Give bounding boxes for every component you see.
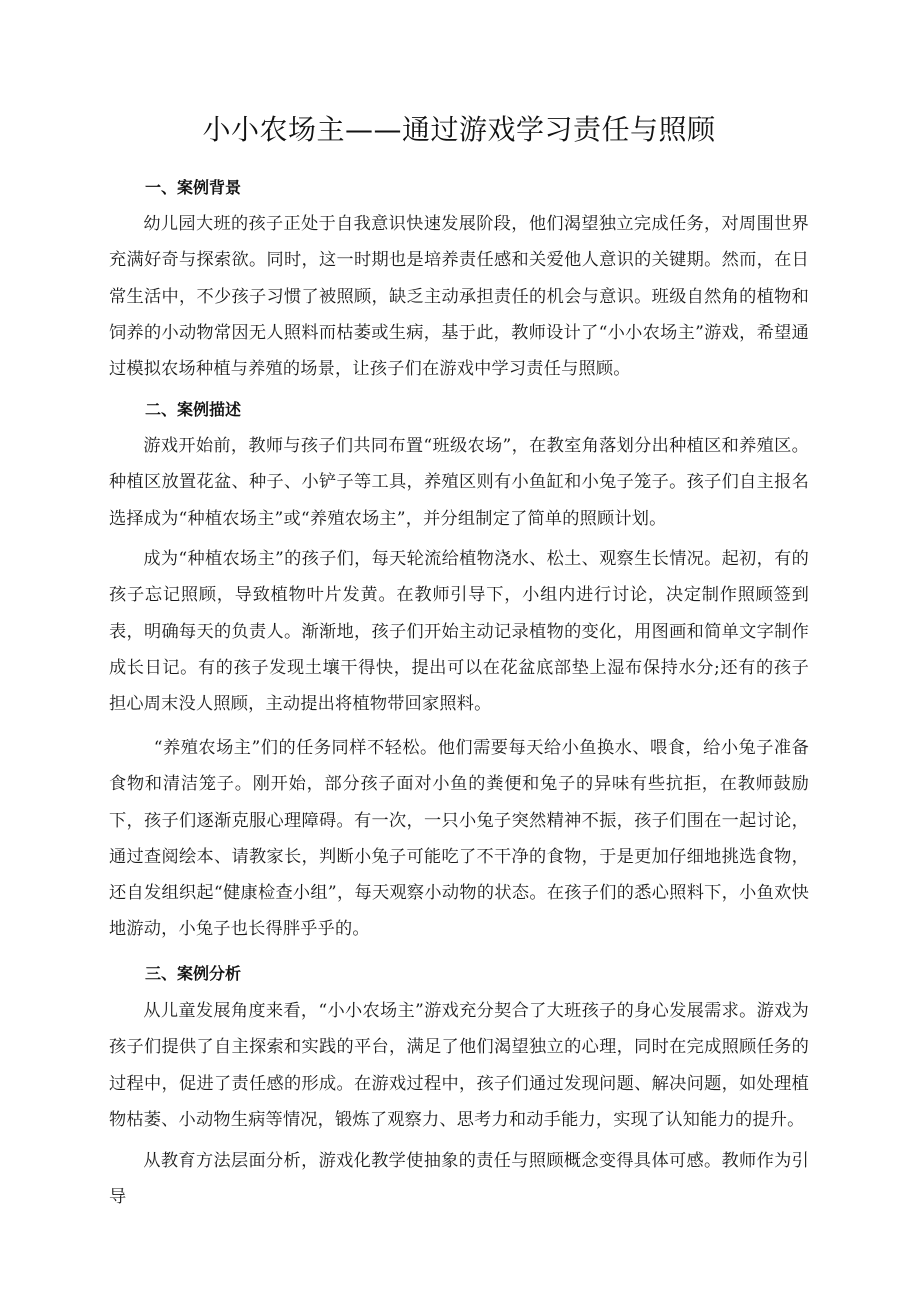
section-heading-analysis: 三、案例分析 <box>145 964 242 983</box>
paragraph-analysis-development: 从儿童发展角度来看，“小小农场主”游戏充分契合了大班孩子的身心发展需求。游戏为孩子们提供了自主探索和实践的平台，满足了他们渴望独立的心理，同时在完成照顾任务的过程中，促进了责任感的形成。在游戏过程中，孩子们通过发现问题、解决问题，如处理植物枯萎、小动物生病等情况，锻炼了观察力、思考力和动手能力，实现了认知能力的提升。 <box>109 1001 809 1130</box>
paragraph-analysis-method: 从教育方法层面分析，游戏化教学使抽象的责任与照顾概念变得具体可感。教师作为引导 <box>109 1151 809 1208</box>
section-heading-description: 二、案例描述 <box>145 400 242 419</box>
document-title: 小小农场主——通过游戏学习责任与照顾 <box>202 113 716 146</box>
paragraph-description-planting: 成为“种植农场主”的孩子们，每天轮流给植物浇水、松土、观察生长情况。起初，有的孩子忘记照顾，导致植物叶片发黄。在教师引导下，小组内进行讨论，决定制作照顾签到表，明确每天的负责人。渐渐地，孩子们开始主动记录植物的变化，用图画和简单文字制作成长日记。有的孩子发现土壤干得快，提出可以在花盆底部垫上湿布保持水分;还有的孩子担心周末没人照顾，主动提出将植物带回家照料。 <box>109 549 809 715</box>
section-heading-background: 一、案例背景 <box>145 178 242 197</box>
paragraph-description-setup: 游戏开始前，教师与孩子们共同布置“班级农场”，在教室角落划分出种植区和养殖区。种植区放置花盆、种子、小铲子等工具，养殖区则有小鱼缸和小兔子笼子。孩子们自主报名选择成为“种植农场主”或“养殖农场主”，并分组制定了简单的照顾计划。 <box>109 436 809 529</box>
paragraph-background: 幼儿园大班的孩子正处于自我意识快速发展阶段，他们渴望独立完成任务，对周围世界充满好奇与探索欲。同时，这一时期也是培养责任感和关爱他人意识的关键期。然而，在日常生活中，不少孩子习惯了被照顾，缺乏主动承担责任的机会与意识。班级自然角的植物和饲养的小动物常因无人照料而枯萎或生病，基于此，教师设计了“小小农场主”游戏，希望通过模拟农场种植与养殖的场景，让孩子们在游戏中学习责任与照顾。 <box>109 214 809 380</box>
paragraph-description-breeding: “养殖农场主”们的任务同样不轻松。他们需要每天给小鱼换水、喂食，给小兔子准备食物和清洁笼子。刚开始，部分孩子面对小鱼的粪便和兔子的异味有些抗拒，在教师鼓励下，孩子们逐渐克服心理障碍。有一次，一只小兔子突然精神不振，孩子们围在一起讨论，通过查阅绘本、请教家长，判断小兔子可能吃了不干净的食物，于是更加仔细地挑选食物，还自发组织起“健康检查小组”，每天观察小动物的状态。在孩子们的悉心照料下，小鱼欢快地游动，小兔子也长得胖乎乎的。 <box>109 738 809 940</box>
